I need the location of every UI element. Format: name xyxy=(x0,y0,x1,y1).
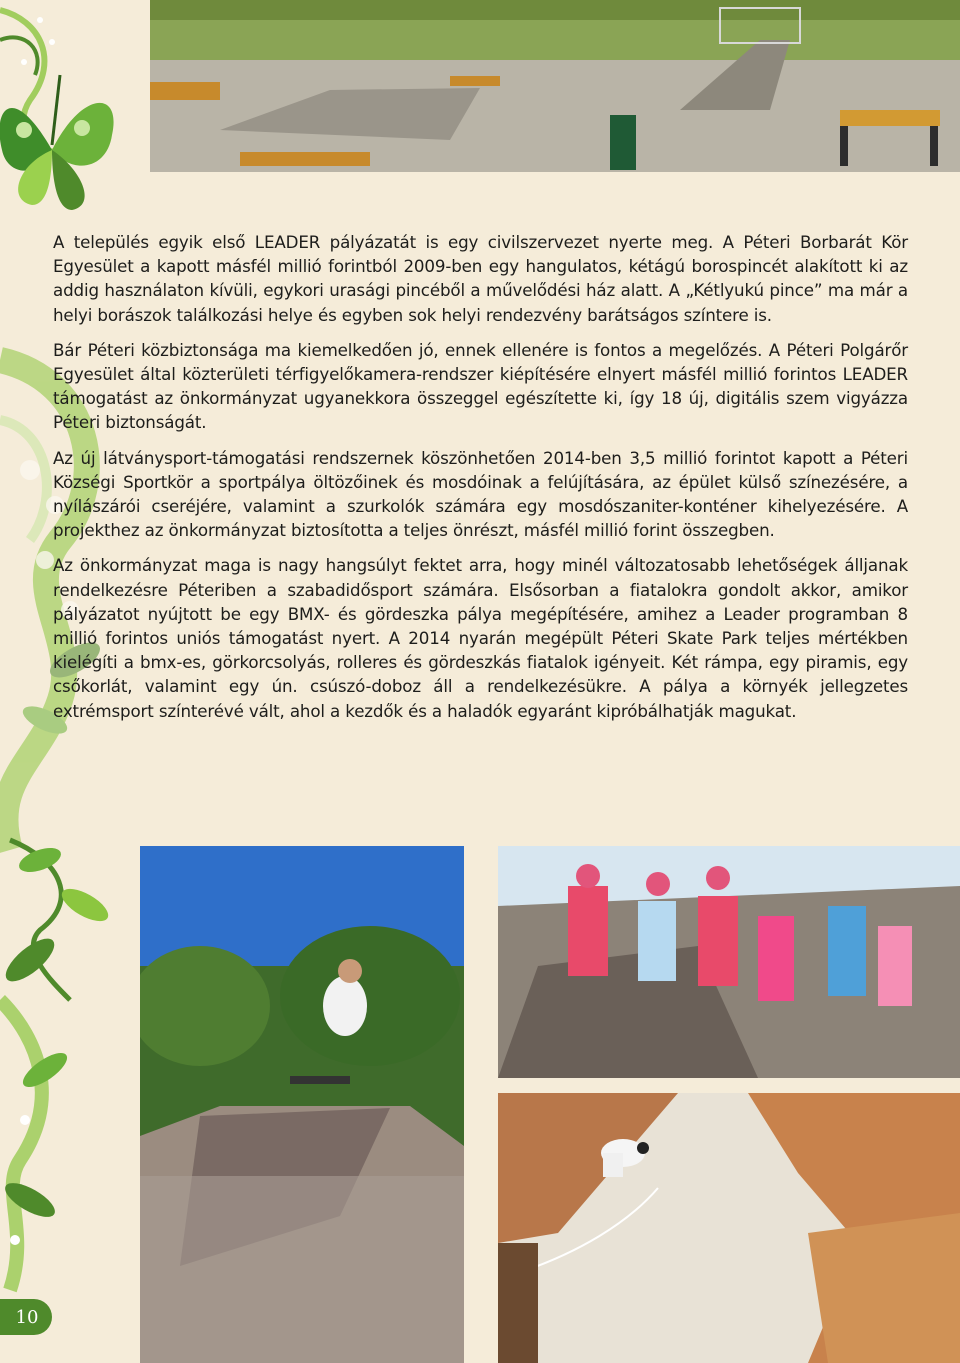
paragraph-wine-cellar: A település egyik első LEADER pályázatát is egy civilszervezet nyerte meg. A Péteri Borbarát Kör Egyesület a kapott másfél millió forintból 2009-ben egy hangulatos, kétágú borospincét alakított ki az addig használaton kívüli, egykori urasági pincéből a művelődési ház alatt. A „Kétlyukú pince” ma már a helyi borászok találkozási helye és egyben sok helyi rendezvény barátságos színtere is. xyxy=(53,232,908,325)
page-number: 10 xyxy=(0,1299,52,1335)
skatepark-photo-top xyxy=(150,0,960,172)
butterfly-icon xyxy=(0,75,114,210)
security-camera-photo xyxy=(498,1093,960,1363)
kids-scooters-photo xyxy=(498,846,960,1078)
skater-jump-photo xyxy=(140,846,464,1363)
paragraph-security: Bár Péteri közbiztonsága ma kiemelkedően jó, ennek ellenére is fontos a megelőzés. A Péteri Polgárőr Egyesület által közterületi térfigyelőkamera-rendszer kiépítésére elnyert másfél millió forintos LEADER támogatást az önkormányzat ugyanekkora összeggel egészítette ki, így 18 új, digitális szem vigyázza Péteri biztonságát. xyxy=(53,339,908,433)
paragraph-skate-park: Az önkormányzat maga is nagy hangsúlyt fektet arra, hogy minél változatosabb lehetőségek álljanak rendelkezésre Péteriben a szabadidősport számára. Elsősorban a fiatalokra gondolt akkor, amikor pályázatot nyújtott be egy BMX- és gördeszka pálya megépítésére, amihez a Leader programban 8 millió forintos uniós támogatást nyert. A 2014 nyarán megépült Péteri Skate Park teljes mértékben kielégíti a bmx-es, görkorcsolyás, rolleres és gördeszkás fiatalok igényeit. Két rámpa, egy piramis, egy csőkorlát, valamint egy ún. csúszó-doboz áll a rendelkezésükre. A pálya a környék jellegzetes extrémsport színterévé vált, ahol a kezdők és a haladók egyaránt kipróbálhatják magukat. xyxy=(53,555,908,721)
paragraph-sports-club: Az új látványsport-támogatási rendszernek köszönhetően 2014-ben 3,5 millió forintot kapott a Péteri Községi Sportkör a sportpálya öltözőinek és mosdóinak a felújítására, az épület külső színezésére, a nyílászárói cseréjére, valamint a szurkolók számára egy mosdószaniter-konténer kihelyezésére. A projekthez az önkormányzat biztosította a teljes önrészt, másfél millió forint összegben. xyxy=(53,447,908,541)
article-text xyxy=(53,230,908,734)
